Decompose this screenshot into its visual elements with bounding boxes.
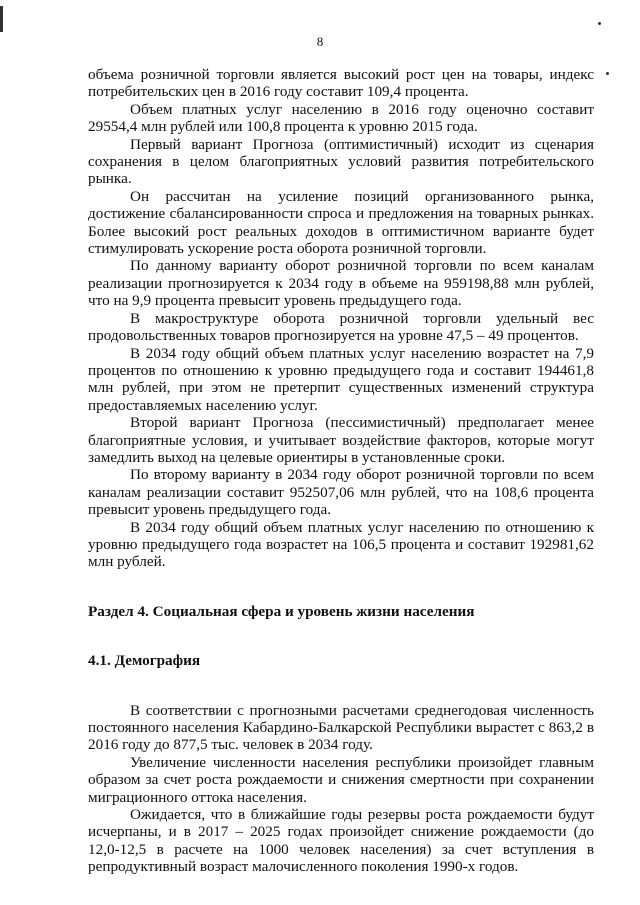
paragraph: В 2034 году общий объем платных услуг населению по отношению к уровню предыдущего года возрастет на 106,5 процента и составит 192981,62 млн рублей. <box>88 518 594 571</box>
spacer <box>88 620 594 652</box>
paragraph: Увеличение численности населения республики произойдет главным образом за счет роста рождаемости и снижения смертности при сохранении миграционного оттока населения. <box>88 753 594 806</box>
page-number: 8 <box>316 34 324 49</box>
paragraph: Он рассчитан на усиление позиций организованного рынка, достижение сбалансированности спроса и предложения на товарных рынках. Более высокий рост реальных доходов в оптимистичном варианте будет стимулировать ускорение роста оборота розничной торговли. <box>88 187 594 258</box>
spacer <box>88 571 594 603</box>
paragraph: объема розничной торговли является высокий рост цен на товары, индекс потребительских цен в 2016 году составит 109,4 процента. <box>88 66 594 101</box>
scan-dot <box>598 22 601 25</box>
paragraphs-after <box>88 702 594 876</box>
paragraph: В соответствии с прогнозными расчетами среднегодовая численность постоянного населения Кабардино-Балкарской Республики вырастет с 863,2 в 2016 году до 877,5 тыс. человек в 2034 году. <box>88 701 594 754</box>
paragraph: Первый вариант Прогноза (оптимистичный) исходит из сценария сохранения в целом благоприятных условий развития потребительского рынка. <box>88 135 594 188</box>
paragraph: По данному варианту оборот розничной торговли по всем каналам реализации прогнозируется к 2034 году в объеме на 959198,88 млн рублей, что на 9,9 процента превысит уровень предыдущего года. <box>88 257 594 310</box>
scan-dot <box>606 72 609 75</box>
spacer <box>88 670 594 702</box>
document-body <box>88 66 594 876</box>
paragraph: В 2034 году общий объем платных услуг населению возрастет на 7,9 процентов по отношению к уровню предыдущего года и составит 194461,8 млн рублей, при этом не претерпит существенных изменений структура предоставляемых населению услуг. <box>88 344 594 414</box>
paragraph: В макроструктуре оборота розничной торговли удельный вес продовольственных товаров прогнозируется на уровне 47,5 – 49 процентов. <box>88 309 594 345</box>
paragraph: Ожидается, что в ближайшие годы резервы роста рождаемости будут исчерпаны, и в 2017 – 2025 годах произойдет снижение рождаемости (до 12,0-12,5 в расчете на 1000 человек населения) за счет вступления в репродуктивный возраст малочисленного поколения 1990-х годов. <box>88 806 594 876</box>
subsection-heading: 4.1. Демография <box>88 652 201 670</box>
paragraph: Объем платных услуг населению в 2016 году оценочно составит 29554,4 млн рублей или 100,8 процента к уровню 2015 года. <box>88 100 594 136</box>
scan-edge-mark <box>0 6 3 32</box>
paragraph: По второму варианту в 2034 году оборот розничной торговли по всем каналам реализации составит 952507,06 млн рублей, что на 108,6 процента превысит уровень предыдущего года. <box>88 466 594 519</box>
paragraph: Второй вариант Прогноза (пессимистичный) предполагает менее благоприятные условия, и учитывает воздействие факторов, которые могут замедлить выход на целевые ориентиры в установленные сроки. <box>88 414 594 466</box>
paragraphs-before <box>88 66 594 571</box>
section-heading: Раздел 4. Социальная сфера и уровень жизни населения <box>88 602 475 620</box>
